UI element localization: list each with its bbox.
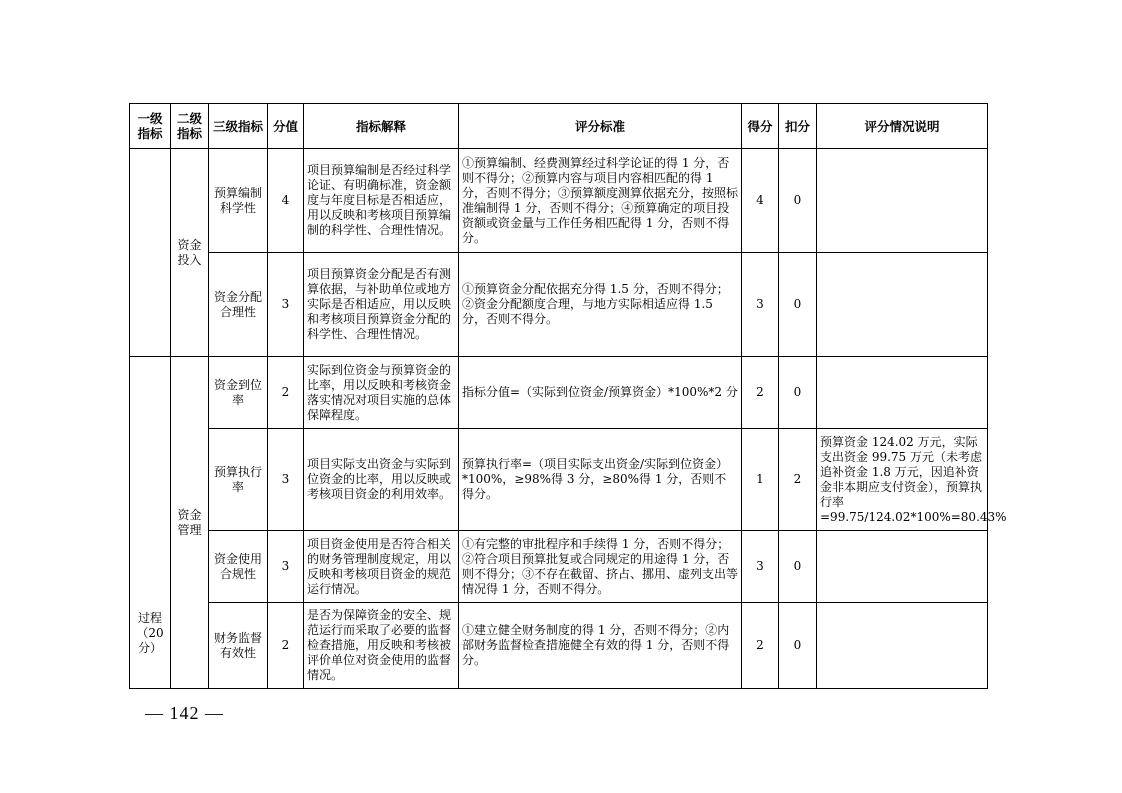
level2-cell-funding-management: 资金管理 [171, 357, 209, 689]
table-row [130, 429, 988, 531]
note-cell [817, 149, 988, 253]
table-row [130, 357, 988, 429]
deduction-cell: 0 [779, 149, 817, 253]
indicator-cell: 资金到位率 [209, 357, 268, 429]
note-cell [817, 531, 988, 603]
deduction-cell: 0 [779, 531, 817, 603]
header-explanation: 指标解释 [304, 104, 459, 149]
note-cell [817, 253, 988, 357]
criteria-cell: ①预算资金分配依据充分得 1.5 分，否则不得分；②资金分配额度合理，与地方实际相适应得 1.5 分，否则不得分。 [459, 253, 742, 357]
deduction-cell: 0 [779, 603, 817, 689]
explanation-cell: 项目资金使用是否符合相关的财务管理制度规定，用以反映和考核项目资金的规范运行情况。 [304, 531, 459, 603]
header-score: 得分 [742, 104, 779, 149]
score-value-cell: 2 [268, 357, 304, 429]
table-row [130, 253, 988, 357]
indicator-cell: 资金使用合规性 [209, 531, 268, 603]
score-cell: 4 [742, 149, 779, 253]
header-deduction: 扣分 [779, 104, 817, 149]
note-cell: 预算资金 124.02 万元，实际支出资金 99.75 万元（未考虑追补资金 1.8 万元，因追补资金非本期应支付资金），预算执行率=99.75/124.02*100%=80.43% [817, 429, 988, 531]
note-cell [817, 357, 988, 429]
table-row [130, 149, 988, 253]
indicator-cell: 财务监督有效性 [209, 603, 268, 689]
score-value-cell: 3 [268, 253, 304, 357]
indicator-cell: 预算执行率 [209, 429, 268, 531]
note-cell [817, 603, 988, 689]
indicator-cell: 资金分配合理性 [209, 253, 268, 357]
level1-cell-blank [130, 149, 171, 357]
explanation-cell: 实际到位资金与预算资金的比率，用以反映和考核资金落实情况对项目实施的总体保障程度。 [304, 357, 459, 429]
table-row [130, 603, 988, 689]
criteria-cell: ①有完整的审批程序和手续得 1 分，否则不得分；②符合项目预算批复或合同规定的用途得 1 分，否则不得分；③不存在截留、挤占、挪用、虚列支出等情况得 1 分，否则不得分。 [459, 531, 742, 603]
header-level2: 二级指标 [171, 104, 209, 149]
explanation-cell: 是否为保障资金的安全、规范运行而采取了必要的监督检查措施，用反映和考核被评价单位对资金使用的监督情况。 [304, 603, 459, 689]
score-cell: 3 [742, 253, 779, 357]
header-level1: 一级指标 [130, 104, 171, 149]
header-row [130, 104, 988, 149]
criteria-cell: 指标分值=（实际到位资金/预算资金）*100%*2 分 [459, 357, 742, 429]
score-value-cell: 3 [268, 429, 304, 531]
evaluation-table [129, 103, 1007, 689]
explanation-cell: 项目实际支出资金与实际到位资金的比率，用以反映或考核项目资金的利用效率。 [304, 429, 459, 531]
level1-cell-process: 过程（20分） [130, 357, 171, 689]
header-note: 评分情况说明 [817, 104, 988, 149]
deduction-cell: 0 [779, 357, 817, 429]
table-row [130, 531, 988, 603]
indicator-cell: 预算编制科学性 [209, 149, 268, 253]
level2-cell-funding-input: 资金投入 [171, 149, 209, 357]
criteria-cell: ①预算编制、经费测算经过科学论证的得 1 分，否则不得分；②预算内容与项目内容相匹配的得 1 分，否则不得分；③预算额度测算依据充分，按照标准编制得 1 分，否则不得分；④预算确定的项目投资额或资金量与工作任务相匹配得 1 分，否则不得分。 [459, 149, 742, 253]
explanation-cell: 项目预算资金分配是否有测算依据，与补助单位或地方实际是否相适应，用以反映和考核项目预算资金分配的科学性、合理性情况。 [304, 253, 459, 357]
score-value-cell: 3 [268, 531, 304, 603]
deduction-cell: 2 [779, 429, 817, 531]
page-number: — 142 — [145, 703, 224, 723]
score-cell: 1 [742, 429, 779, 531]
score-cell: 2 [742, 357, 779, 429]
criteria-cell: ①建立健全财务制度的得 1 分，否则不得分；②内部财务监督检查措施健全有效的得 1 分，否则不得分。 [459, 603, 742, 689]
score-cell: 2 [742, 603, 779, 689]
header-criteria: 评分标准 [459, 104, 742, 149]
score-value-cell: 4 [268, 149, 304, 253]
explanation-cell: 项目预算编制是否经过科学论证、有明确标准，资金额度与年度目标是否相适应，用以反映和考核项目预算编制的科学性、合理性情况。 [304, 149, 459, 253]
deduction-cell: 0 [779, 253, 817, 357]
header-level3: 三级指标 [209, 104, 268, 149]
header-score-value: 分值 [268, 104, 304, 149]
score-value-cell: 2 [268, 603, 304, 689]
score-cell: 3 [742, 531, 779, 603]
criteria-cell: 预算执行率=（项目实际支出资金/实际到位资金）*100%，≥98%得 3 分，≥80%得 1 分，否则不得分。 [459, 429, 742, 531]
